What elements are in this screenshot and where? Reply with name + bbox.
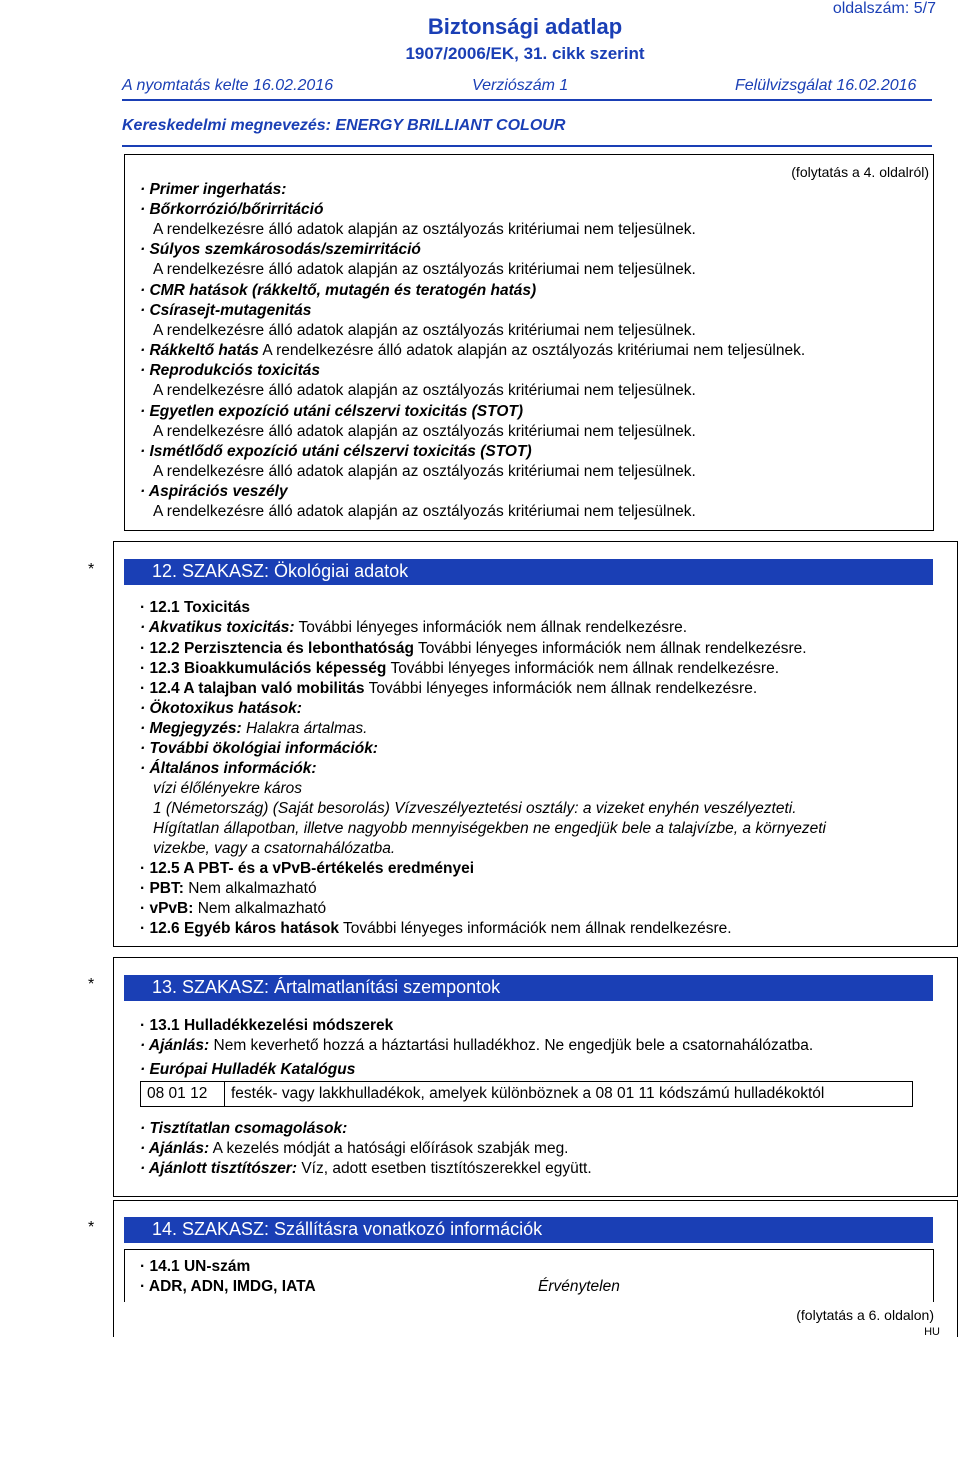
- mobility-row: [140, 680, 757, 698]
- note-row: [140, 720, 367, 738]
- packaging-recommendation-row: [140, 1140, 569, 1158]
- recommendation-row: [140, 1037, 813, 1055]
- section-14-header: [124, 1217, 933, 1243]
- stot-repeated-text: A rendelkezésre álló adatok alapján az osztályozás kritériumai nem teljesülnek.: [153, 463, 696, 480]
- stot-single-label: · Egyetlen expozíció utáni célszervi toxicitás (STOT): [140, 403, 524, 420]
- vpvb-value: Nem alkalmazható: [197, 900, 327, 917]
- packaging-recommendation-label: · Ajánlás:: [140, 1140, 210, 1157]
- header-divider-bottom: [122, 145, 932, 147]
- pbt-value: Nem alkalmazható: [188, 880, 317, 897]
- section-12-header: [124, 559, 933, 585]
- stot-single-text: A rendelkezésre álló adatok alapján az osztályozás kritériumai nem teljesülnek.: [153, 423, 696, 440]
- note-label: · Megjegyzés:: [140, 720, 242, 737]
- section-13-change-marker: *: [88, 976, 95, 993]
- waste-code-cell: [141, 1082, 225, 1106]
- aspiration-text: A rendelkezésre álló adatok alapján az osztályozás kritériumai nem teljesülnek.: [153, 503, 696, 520]
- carcinogenic-row: [140, 342, 805, 360]
- aquatic-row: [140, 619, 687, 637]
- adr-label: · ADR, ADN, IMDG, IATA: [140, 1278, 316, 1295]
- vpvb-row: [140, 900, 326, 918]
- mobility-text: További lényeges információk nem állnak rendelkezésre.: [368, 680, 758, 697]
- bioaccumulation-row: [140, 660, 779, 678]
- primary-irritation-label: · Primer ingerhatás:: [140, 181, 287, 198]
- cleaning-agent-row: [140, 1160, 592, 1178]
- cleaning-agent-label: · Ajánlott tisztítószer:: [140, 1160, 298, 1177]
- germ-cell-text: A rendelkezésre álló adatok alapján az osztályozás kritériumai nem teljesülnek.: [153, 322, 696, 339]
- waste-code: 08 01 12: [147, 1085, 208, 1102]
- packaging-recommendation-text: A kezelés módját a hatósági előírások szabják meg.: [212, 1140, 569, 1157]
- stot-repeated-label: · Ismétlődő expozíció utáni célszervi toxicitás (STOT): [140, 443, 532, 460]
- cleaning-agent-text: Víz, adott esetben tisztítószerekkel együtt.: [301, 1160, 592, 1177]
- vpvb-label: · vPvB:: [140, 900, 194, 917]
- document-title: Biztonsági adatlap: [427, 14, 623, 39]
- germ-cell-label: · Csírasejt-mutagenitás: [140, 302, 312, 319]
- adr-value: Érvénytelen: [538, 1278, 620, 1295]
- aquatic-text: További lényeges információk nem állnak rendelkezésre.: [298, 619, 688, 636]
- carcinogenic-text: A rendelkezésre álló adatok alapján az osztályozás kritériumai nem teljesülnek.: [262, 342, 806, 359]
- pbt-row: [140, 880, 317, 898]
- section-13-title: 13. SZAKASZ: Ártalmatlanítási szempontok: [152, 977, 501, 997]
- pbt-label: · PBT:: [140, 880, 184, 897]
- document-subtitle: 1907/2006/EK, 31. cikk szerint: [405, 44, 645, 63]
- print-date: A nyomtatás kelte 16.02.2016: [122, 77, 334, 94]
- revision-date: Felülvizsgálat 16.02.2016: [735, 77, 917, 94]
- skin-corrosion-text: A rendelkezésre álló adatok alapján az osztályozás kritériumai nem teljesülnek.: [153, 221, 696, 238]
- section-14-title: 14. SZAKASZ: Szállításra vonatkozó információk: [152, 1219, 543, 1239]
- recommendation-text: Nem keverhető hozzá a háztartási hulladékhoz. Ne engedjük bele a csatornahálózatba.: [213, 1037, 814, 1054]
- general-info-line-2: 1 (Németország) (Saját besorolás) Vízveszélyeztetési osztály: a vizeket enyhén veszélyezteti.: [153, 800, 797, 817]
- pbt-results-label: · 12.5 A PBT- és a vPvB-értékelés eredményei: [140, 860, 474, 877]
- uncleaned-packaging-label: · Tisztítatlan csomagolások:: [140, 1120, 348, 1137]
- other-effects-row: [140, 920, 732, 938]
- header-divider-top: [122, 99, 932, 101]
- eye-damage-text: A rendelkezésre álló adatok alapján az osztályozás kritériumai nem teljesülnek.: [153, 261, 696, 278]
- version-number: Verziószám 1: [472, 77, 569, 94]
- aquatic-label: · Akvatikus toxicitás:: [140, 619, 295, 636]
- continued-from: (folytatás a 4. oldalról): [791, 164, 929, 180]
- other-effects-label: · 12.6 Egyéb káros hatások: [140, 920, 340, 937]
- cmr-label: · CMR hatások (rákkeltő, mutagén és teratogén hatás): [140, 282, 537, 299]
- general-info-line-4: vizekbe, vagy a csatornahálózatba.: [153, 840, 396, 857]
- other-effects-text: További lényeges információk nem állnak rendelkezésre.: [343, 920, 732, 937]
- page-number: oldalszám: 5/7: [832, 0, 936, 17]
- continued-on: (folytatás a 6. oldalon): [796, 1307, 934, 1323]
- persistence-text: További lényeges információk nem állnak rendelkezésre.: [417, 640, 807, 657]
- bioaccumulation-text: További lényeges információk nem állnak rendelkezésre.: [390, 660, 780, 677]
- skin-corrosion-label: · Bőrkorrózió/bőrirritáció: [140, 201, 324, 218]
- aspiration-label: · Aspirációs veszély: [140, 483, 288, 500]
- waste-methods-label: · 13.1 Hulladékkezelési módszerek: [140, 1017, 394, 1034]
- section-14-change-marker: *: [88, 1219, 95, 1236]
- trade-name: Kereskedelmi megnevezés: ENERGY BRILLIANT COLOUR: [122, 117, 566, 134]
- waste-description: festék- vagy lakkhulladékok, amelyek különböznek a 08 01 11 kódszámú hulladékoktól: [231, 1085, 825, 1102]
- un-number-label: · 14.1 UN-szám: [140, 1258, 251, 1275]
- country-code: HU: [924, 1326, 940, 1338]
- ecotoxic-label: · Ökotoxikus hatások:: [140, 700, 302, 717]
- general-info-line-3: Hígítatlan állapotban, illetve nagyobb mennyiségekben ne engedjük bele a talajvízbe, a környezeti: [153, 820, 826, 837]
- toxicity-row: [140, 599, 250, 617]
- recommendation-label: · Ajánlás:: [140, 1037, 210, 1054]
- further-info-label: · További ökológiai információk:: [140, 740, 378, 757]
- bioaccumulation-label: · 12.3 Bioakkumulációs képesség: [140, 660, 387, 677]
- general-info-label: · Általános információk:: [140, 760, 317, 777]
- eye-damage-label: · Súlyos szemkárosodás/szemirritáció: [140, 241, 421, 258]
- persistence-row: [140, 640, 807, 658]
- section-13-header: [124, 975, 933, 1001]
- section-12-title: 12. SZAKASZ: Ökológiai adatok: [152, 561, 409, 581]
- waste-catalogue-label: · Európai Hulladék Katalógus: [140, 1061, 356, 1078]
- section-12-change-marker: *: [88, 561, 95, 578]
- waste-catalogue-table: [140, 1081, 913, 1107]
- general-info-line-1: vízi élőlényekre káros: [153, 780, 303, 797]
- toxicity-label: · 12.1 Toxicitás: [140, 599, 250, 616]
- mobility-label: · 12.4 A talajban való mobilitás: [140, 680, 365, 697]
- note-text: Halakra ártalmas.: [245, 720, 368, 737]
- carcinogenic-label: · Rákkeltő hatás: [140, 342, 259, 359]
- reproductive-label: · Reprodukciós toxicitás: [140, 362, 321, 379]
- reproductive-text: A rendelkezésre álló adatok alapján az osztályozás kritériumai nem teljesülnek.: [153, 382, 696, 399]
- persistence-label: · 12.2 Perzisztencia és lebonthatóság: [140, 640, 414, 657]
